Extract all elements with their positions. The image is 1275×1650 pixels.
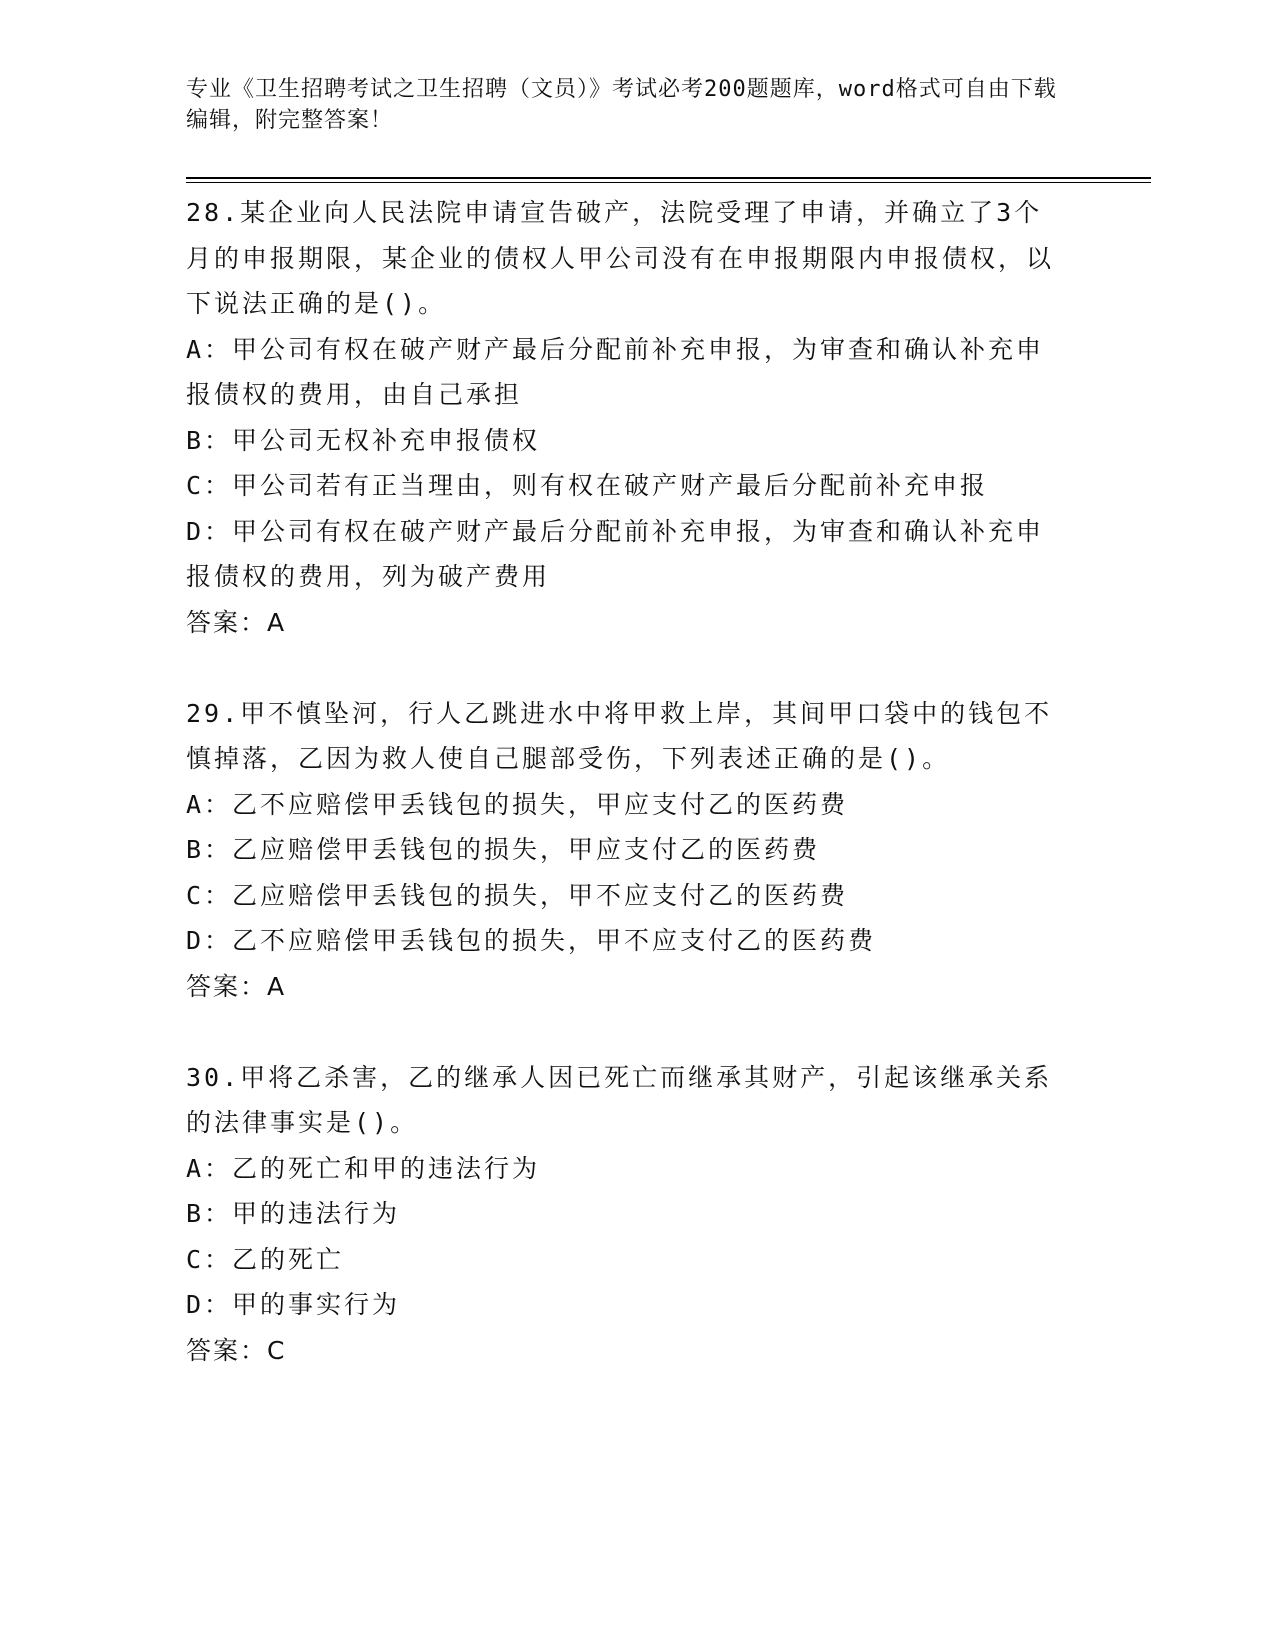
option-c: C：甲公司若有正当理由，则有权在破产财产最后分配前补充申报 — [186, 471, 989, 500]
option-b: B：甲公司无权补充申报债权 — [186, 425, 541, 455]
answer-line: 答案：A — [186, 971, 287, 1001]
option-b: B：乙应赔偿甲丢钱包的损失，甲应支付乙的医药费 — [186, 835, 821, 864]
option-d: D：甲的事实行为 — [186, 1290, 401, 1319]
question-spacer — [186, 1009, 1066, 1055]
option-d: D：乙不应赔偿甲丢钱包的损失，甲不应支付乙的医药费 — [186, 926, 877, 955]
option-b: B：甲的违法行为 — [186, 1199, 401, 1228]
question-29 — [186, 691, 1066, 1010]
option-a: A：甲公司有权在破产财产最后分配前补充申报，为审查和确认补充申报债权的费用，由自己承担 — [186, 334, 1045, 409]
document-header: 专业《卫生招聘考试之卫生招聘（文员）》考试必考200题题库，word格式可自由下载编辑，附完整答案！ — [186, 77, 1057, 133]
question-stem: 28.某企业向人民法院申请宣告破产，法院受理了申请，并确立了3个月的申报期限，某企业的债权人甲公司没有在申报期限内申报债权，以下说法正确的是()。 — [186, 198, 1055, 318]
option-a: A：乙的死亡和甲的违法行为 — [186, 1153, 541, 1183]
question-stem: 29.甲不慎坠河，行人乙跳进水中将甲救上岸，其间甲口袋中的钱包不慎掉落，乙因为救人使自己腿部受伤，下列表述正确的是()。 — [186, 698, 1053, 773]
option-a: A：乙不应赔偿甲丢钱包的损失，甲应支付乙的医药费 — [186, 789, 849, 819]
header-rule-thin — [186, 182, 1151, 183]
question-28 — [186, 190, 1066, 645]
option-d: D：甲公司有权在破产财产最后分配前补充申报，为审查和确认补充申报债权的费用，列为破产费用 — [186, 516, 1045, 591]
question-30 — [186, 1055, 1066, 1374]
question-stem: 30.甲将乙杀害，乙的继承人因已死亡而继承其财产，引起该继承关系的法律事实是()。 — [186, 1062, 1053, 1137]
question-spacer — [186, 645, 1066, 691]
answer-line: 答案：A — [186, 607, 287, 637]
answer-line: 答案：C — [186, 1335, 287, 1365]
option-c: C：乙的死亡 — [186, 1244, 345, 1274]
option-c: C：乙应赔偿甲丢钱包的损失，甲不应支付乙的医药费 — [186, 880, 849, 910]
header-rule-thick — [186, 177, 1151, 179]
question-list — [186, 190, 1066, 1373]
